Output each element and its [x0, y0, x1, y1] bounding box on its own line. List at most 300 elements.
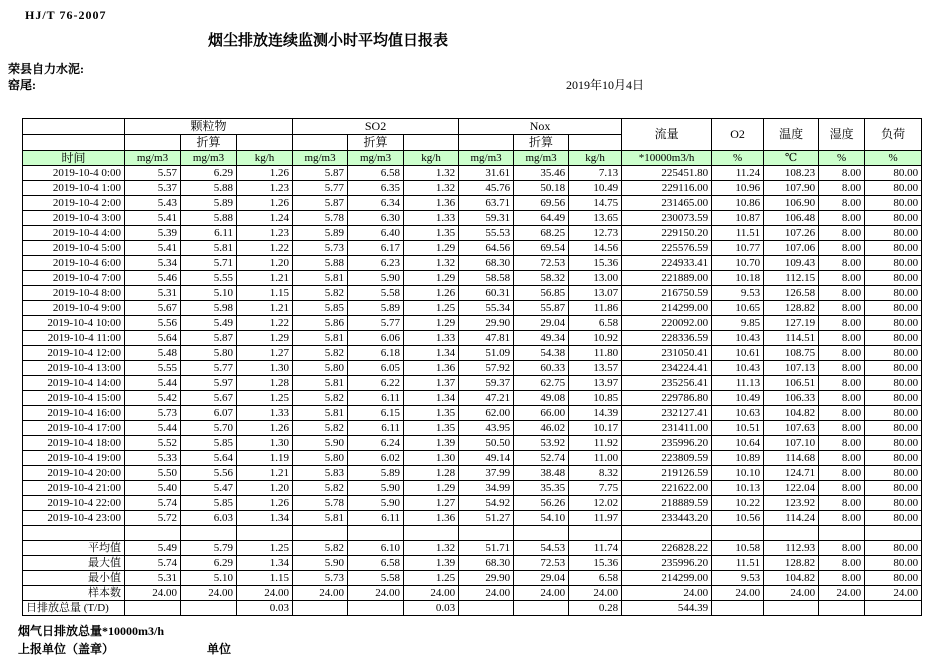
table-row — [23, 226, 922, 241]
value-cell: 1.29 — [404, 241, 459, 256]
summary-value-cell: 112.93 — [764, 541, 819, 556]
value-cell: 1.21 — [237, 466, 293, 481]
empty-header-cell — [125, 135, 181, 151]
value-cell: 35.46 — [514, 166, 569, 181]
value-cell: 29.04 — [514, 316, 569, 331]
time-cell: 2019-10-4 8:00 — [23, 286, 125, 301]
value-cell: 231050.41 — [622, 346, 712, 361]
value-cell: 106.90 — [764, 196, 819, 211]
value-cell: 127.19 — [764, 316, 819, 331]
value-cell: 5.82 — [293, 421, 348, 436]
value-cell: 1.26 — [237, 421, 293, 436]
value-cell: 232127.41 — [622, 406, 712, 421]
value-cell: 6.11 — [181, 226, 237, 241]
value-cell: 5.88 — [181, 181, 237, 196]
summary-value-cell: 1.25 — [404, 571, 459, 586]
value-cell: 6.18 — [348, 346, 404, 361]
unit-cell: kg/h — [569, 151, 622, 166]
value-cell: 5.81 — [293, 331, 348, 346]
value-cell: 43.95 — [459, 421, 514, 436]
value-cell: 80.00 — [865, 331, 922, 346]
time-cell: 2019-10-4 13:00 — [23, 361, 125, 376]
value-cell: 5.56 — [125, 316, 181, 331]
value-cell: 5.85 — [293, 301, 348, 316]
summary-value-cell: 80.00 — [865, 556, 922, 571]
humidity-header: 湿度 — [819, 119, 865, 151]
value-cell: 10.64 — [712, 436, 764, 451]
summary-value-cell: 24.00 — [181, 586, 237, 601]
time-cell: 2019-10-4 4:00 — [23, 226, 125, 241]
value-cell: 6.03 — [181, 511, 237, 526]
summary-label-cell: 日排放总量 (T/D) — [23, 601, 125, 616]
value-cell: 5.81 — [293, 376, 348, 391]
value-cell: 10.89 — [712, 451, 764, 466]
table-row — [23, 436, 922, 451]
summary-value-cell: 5.74 — [125, 556, 181, 571]
empty-cell — [237, 526, 293, 541]
converted-header: 折算 — [514, 135, 569, 151]
table-row — [23, 271, 922, 286]
value-cell: 6.05 — [348, 361, 404, 376]
value-cell: 57.92 — [459, 361, 514, 376]
summary-value-cell: 29.90 — [459, 571, 514, 586]
value-cell: 5.42 — [125, 391, 181, 406]
summary-value-cell — [125, 601, 181, 616]
value-cell: 106.48 — [764, 211, 819, 226]
value-cell: 80.00 — [865, 226, 922, 241]
value-cell: 1.26 — [237, 196, 293, 211]
value-cell: 10.18 — [712, 271, 764, 286]
monitoring-table — [22, 118, 922, 616]
summary-value-cell: 24.00 — [865, 586, 922, 601]
table-row — [23, 241, 922, 256]
value-cell: 1.29 — [404, 481, 459, 496]
value-cell: 6.07 — [181, 406, 237, 421]
unit-cell: mg/m3 — [293, 151, 348, 166]
value-cell: 221889.00 — [622, 271, 712, 286]
value-cell: 5.90 — [348, 481, 404, 496]
summary-label-cell: 最大值 — [23, 556, 125, 571]
value-cell: 6.11 — [348, 421, 404, 436]
table-body — [23, 166, 922, 526]
value-cell: 1.24 — [237, 211, 293, 226]
summary-value-cell: 10.58 — [712, 541, 764, 556]
value-cell: 107.13 — [764, 361, 819, 376]
value-cell: 8.00 — [819, 406, 865, 421]
value-cell: 126.58 — [764, 286, 819, 301]
value-cell: 1.32 — [404, 181, 459, 196]
empty-header-cell — [569, 135, 622, 151]
empty-header-cell — [23, 135, 125, 151]
value-cell: 1.22 — [237, 316, 293, 331]
value-cell: 6.02 — [348, 451, 404, 466]
summary-value-cell: 24.00 — [622, 586, 712, 601]
unit-label: 单位 — [207, 642, 232, 656]
load-header: 负荷 — [865, 119, 922, 151]
value-cell: 225451.80 — [622, 166, 712, 181]
value-cell: 1.39 — [404, 436, 459, 451]
value-cell: 60.33 — [514, 361, 569, 376]
value-cell: 233443.20 — [622, 511, 712, 526]
value-cell: 11.97 — [569, 511, 622, 526]
value-cell: 107.06 — [764, 241, 819, 256]
standard-code: HJ/T 76-2007 — [25, 8, 107, 22]
value-cell: 68.30 — [459, 256, 514, 271]
value-cell: 10.63 — [712, 406, 764, 421]
value-cell: 11.24 — [712, 166, 764, 181]
value-cell: 8.32 — [569, 466, 622, 481]
value-cell: 8.00 — [819, 211, 865, 226]
summary-row — [23, 601, 922, 616]
summary-row — [23, 571, 922, 586]
value-cell: 60.31 — [459, 286, 514, 301]
summary-value-cell: 68.30 — [459, 556, 514, 571]
value-cell: 10.56 — [712, 511, 764, 526]
summary-value-cell — [293, 601, 348, 616]
time-cell: 2019-10-4 7:00 — [23, 271, 125, 286]
summary-value-cell: 24.00 — [514, 586, 569, 601]
value-cell: 56.26 — [514, 496, 569, 511]
summary-value-cell: 1.15 — [237, 571, 293, 586]
value-cell: 10.13 — [712, 481, 764, 496]
summary-label-cell: 平均值 — [23, 541, 125, 556]
value-cell: 35.35 — [514, 481, 569, 496]
value-cell: 5.67 — [125, 301, 181, 316]
empty-header-cell — [293, 135, 348, 151]
unit-cell: ℃ — [764, 151, 819, 166]
value-cell: 5.78 — [293, 496, 348, 511]
value-cell: 6.23 — [348, 256, 404, 271]
value-cell: 6.34 — [348, 196, 404, 211]
value-cell: 13.57 — [569, 361, 622, 376]
value-cell: 6.11 — [348, 511, 404, 526]
table-row — [23, 331, 922, 346]
value-cell: 49.08 — [514, 391, 569, 406]
value-cell: 7.13 — [569, 166, 622, 181]
value-cell: 63.71 — [459, 196, 514, 211]
table-row — [23, 466, 922, 481]
value-cell: 5.58 — [348, 286, 404, 301]
table-row — [23, 376, 922, 391]
value-cell: 6.35 — [348, 181, 404, 196]
value-cell: 1.21 — [237, 271, 293, 286]
value-cell: 128.82 — [764, 301, 819, 316]
value-cell: 8.00 — [819, 496, 865, 511]
value-cell: 6.40 — [348, 226, 404, 241]
table-summary — [23, 526, 922, 616]
value-cell: 106.33 — [764, 391, 819, 406]
value-cell: 10.87 — [712, 211, 764, 226]
time-cell: 2019-10-4 0:00 — [23, 166, 125, 181]
value-cell: 69.56 — [514, 196, 569, 211]
value-cell: 220092.00 — [622, 316, 712, 331]
value-cell: 5.49 — [181, 316, 237, 331]
converted-header: 折算 — [181, 135, 237, 151]
value-cell: 12.73 — [569, 226, 622, 241]
value-cell: 80.00 — [865, 376, 922, 391]
time-cell: 2019-10-4 2:00 — [23, 196, 125, 211]
table-row — [23, 361, 922, 376]
reporting-unit-label: 上报单位（盖章） — [18, 642, 115, 656]
group-nox-header: Nox — [459, 119, 622, 135]
summary-value-cell: 1.34 — [237, 556, 293, 571]
value-cell: 5.41 — [125, 211, 181, 226]
value-cell: 5.55 — [181, 271, 237, 286]
value-cell: 5.82 — [293, 346, 348, 361]
corner-cell — [23, 119, 125, 135]
value-cell: 80.00 — [865, 451, 922, 466]
value-cell: 55.87 — [514, 301, 569, 316]
summary-label-cell: 样本数 — [23, 586, 125, 601]
summary-value-cell: 5.49 — [125, 541, 181, 556]
value-cell: 5.40 — [125, 481, 181, 496]
value-cell: 72.53 — [514, 256, 569, 271]
value-cell: 80.00 — [865, 511, 922, 526]
value-cell: 13.00 — [569, 271, 622, 286]
value-cell: 8.00 — [819, 166, 865, 181]
value-cell: 5.89 — [348, 466, 404, 481]
value-cell: 5.33 — [125, 451, 181, 466]
value-cell: 80.00 — [865, 316, 922, 331]
value-cell: 5.44 — [125, 376, 181, 391]
time-cell: 2019-10-4 22:00 — [23, 496, 125, 511]
value-cell: 6.11 — [348, 391, 404, 406]
value-cell: 5.55 — [125, 361, 181, 376]
unit-cell: mg/m3 — [348, 151, 404, 166]
empty-cell — [865, 526, 922, 541]
value-cell: 80.00 — [865, 211, 922, 226]
value-cell: 1.29 — [404, 271, 459, 286]
value-cell: 31.61 — [459, 166, 514, 181]
value-cell: 64.49 — [514, 211, 569, 226]
monitor-location: 窑尾: — [8, 78, 36, 92]
value-cell: 5.77 — [348, 316, 404, 331]
value-cell: 11.51 — [712, 226, 764, 241]
value-cell: 108.75 — [764, 346, 819, 361]
value-cell: 112.15 — [764, 271, 819, 286]
value-cell: 5.82 — [293, 391, 348, 406]
unit-cell: kg/h — [237, 151, 293, 166]
value-cell: 80.00 — [865, 466, 922, 481]
value-cell: 218889.59 — [622, 496, 712, 511]
value-cell: 5.86 — [293, 316, 348, 331]
time-cell: 2019-10-4 10:00 — [23, 316, 125, 331]
value-cell: 80.00 — [865, 421, 922, 436]
value-cell: 1.15 — [237, 286, 293, 301]
value-cell: 5.90 — [348, 496, 404, 511]
value-cell: 8.00 — [819, 271, 865, 286]
table-row — [23, 256, 922, 271]
value-cell: 80.00 — [865, 406, 922, 421]
value-cell: 5.70 — [181, 421, 237, 436]
value-cell: 5.50 — [125, 466, 181, 481]
summary-value-cell: 24.00 — [712, 586, 764, 601]
value-cell: 10.70 — [712, 256, 764, 271]
value-cell: 5.72 — [125, 511, 181, 526]
value-cell: 5.81 — [293, 406, 348, 421]
value-cell: 1.21 — [237, 301, 293, 316]
value-cell: 5.87 — [293, 166, 348, 181]
summary-value-cell: 5.31 — [125, 571, 181, 586]
table-row — [23, 316, 922, 331]
summary-value-cell: 1.39 — [404, 556, 459, 571]
summary-row — [23, 541, 922, 556]
value-cell: 52.74 — [514, 451, 569, 466]
value-cell: 5.89 — [293, 226, 348, 241]
empty-cell — [569, 526, 622, 541]
value-cell: 11.80 — [569, 346, 622, 361]
table-row — [23, 406, 922, 421]
value-cell: 10.85 — [569, 391, 622, 406]
value-cell: 7.75 — [569, 481, 622, 496]
value-cell: 54.38 — [514, 346, 569, 361]
unit-cell: mg/m3 — [459, 151, 514, 166]
summary-value-cell — [764, 601, 819, 616]
value-cell: 51.27 — [459, 511, 514, 526]
value-cell: 8.00 — [819, 451, 865, 466]
summary-value-cell: 51.71 — [459, 541, 514, 556]
value-cell: 37.99 — [459, 466, 514, 481]
value-cell: 49.14 — [459, 451, 514, 466]
unit-cell: % — [712, 151, 764, 166]
table-row — [23, 301, 922, 316]
value-cell: 5.81 — [181, 241, 237, 256]
value-cell: 14.39 — [569, 406, 622, 421]
value-cell: 46.02 — [514, 421, 569, 436]
value-cell: 5.56 — [181, 466, 237, 481]
value-cell: 5.73 — [125, 406, 181, 421]
value-cell: 10.65 — [712, 301, 764, 316]
table-row — [23, 481, 922, 496]
value-cell: 5.80 — [293, 451, 348, 466]
value-cell: 62.75 — [514, 376, 569, 391]
summary-value-cell — [348, 601, 404, 616]
value-cell: 8.00 — [819, 511, 865, 526]
summary-value-cell: 24.00 — [125, 586, 181, 601]
value-cell: 1.33 — [404, 211, 459, 226]
value-cell: 8.00 — [819, 181, 865, 196]
table-row — [23, 451, 922, 466]
value-cell: 114.68 — [764, 451, 819, 466]
value-cell: 58.58 — [459, 271, 514, 286]
value-cell: 14.56 — [569, 241, 622, 256]
value-cell: 8.00 — [819, 421, 865, 436]
time-cell: 2019-10-4 19:00 — [23, 451, 125, 466]
empty-cell — [819, 526, 865, 541]
value-cell: 214299.00 — [622, 301, 712, 316]
value-cell: 10.49 — [569, 181, 622, 196]
value-cell: 8.00 — [819, 376, 865, 391]
value-cell: 123.92 — [764, 496, 819, 511]
value-cell: 64.56 — [459, 241, 514, 256]
summary-value-cell: 1.32 — [404, 541, 459, 556]
summary-value-cell: 104.82 — [764, 571, 819, 586]
value-cell: 8.00 — [819, 286, 865, 301]
value-cell: 62.00 — [459, 406, 514, 421]
value-cell: 11.92 — [569, 436, 622, 451]
value-cell: 10.96 — [712, 181, 764, 196]
value-cell: 11.13 — [712, 376, 764, 391]
table-row — [23, 211, 922, 226]
value-cell: 231465.00 — [622, 196, 712, 211]
value-cell: 107.90 — [764, 181, 819, 196]
table-row — [23, 196, 922, 211]
value-cell: 107.26 — [764, 226, 819, 241]
value-cell: 5.34 — [125, 256, 181, 271]
value-cell: 1.19 — [237, 451, 293, 466]
value-cell: 1.30 — [404, 451, 459, 466]
value-cell: 1.30 — [237, 361, 293, 376]
value-cell: 5.80 — [181, 346, 237, 361]
value-cell: 80.00 — [865, 361, 922, 376]
summary-value-cell: 6.58 — [569, 571, 622, 586]
value-cell: 80.00 — [865, 166, 922, 181]
summary-value-cell: 15.36 — [569, 556, 622, 571]
summary-value-cell — [865, 601, 922, 616]
flue-gas-total-note: 烟气日排放总量*10000m3/h — [18, 624, 165, 638]
empty-cell — [404, 526, 459, 541]
summary-value-cell: 6.10 — [348, 541, 404, 556]
temperature-header: 温度 — [764, 119, 819, 151]
value-cell: 5.82 — [293, 286, 348, 301]
value-cell: 9.53 — [712, 286, 764, 301]
value-cell: 13.65 — [569, 211, 622, 226]
value-cell: 1.23 — [237, 181, 293, 196]
empty-cell — [764, 526, 819, 541]
value-cell: 124.71 — [764, 466, 819, 481]
value-cell: 56.85 — [514, 286, 569, 301]
unit-cell: *10000m3/h — [622, 151, 712, 166]
summary-value-cell — [181, 601, 237, 616]
summary-value-cell: 8.00 — [819, 556, 865, 571]
value-cell: 80.00 — [865, 496, 922, 511]
value-cell: 8.00 — [819, 481, 865, 496]
value-cell: 8.00 — [819, 391, 865, 406]
value-cell: 1.37 — [404, 376, 459, 391]
summary-value-cell: 5.82 — [293, 541, 348, 556]
summary-value-cell: 24.00 — [459, 586, 514, 601]
time-cell: 2019-10-4 5:00 — [23, 241, 125, 256]
summary-row — [23, 556, 922, 571]
value-cell: 80.00 — [865, 271, 922, 286]
value-cell: 1.34 — [404, 391, 459, 406]
value-cell: 1.28 — [237, 376, 293, 391]
value-cell: 6.06 — [348, 331, 404, 346]
value-cell: 1.36 — [404, 511, 459, 526]
value-cell: 5.48 — [125, 346, 181, 361]
value-cell: 224933.41 — [622, 256, 712, 271]
unit-cell: % — [865, 151, 922, 166]
empty-cell — [293, 526, 348, 541]
value-cell: 10.22 — [712, 496, 764, 511]
flow-header: 流量 — [622, 119, 712, 151]
summary-value-cell: 24.00 — [237, 586, 293, 601]
value-cell: 122.04 — [764, 481, 819, 496]
time-cell: 2019-10-4 3:00 — [23, 211, 125, 226]
summary-label-cell: 最小值 — [23, 571, 125, 586]
summary-value-cell: 6.29 — [181, 556, 237, 571]
value-cell: 8.00 — [819, 361, 865, 376]
summary-value-cell: 80.00 — [865, 541, 922, 556]
value-cell: 1.35 — [404, 406, 459, 421]
header-row-units — [23, 151, 922, 166]
value-cell: 5.77 — [181, 361, 237, 376]
value-cell: 5.44 — [125, 421, 181, 436]
value-cell: 1.35 — [404, 226, 459, 241]
value-cell: 1.34 — [237, 511, 293, 526]
value-cell: 231411.00 — [622, 421, 712, 436]
value-cell: 8.00 — [819, 241, 865, 256]
